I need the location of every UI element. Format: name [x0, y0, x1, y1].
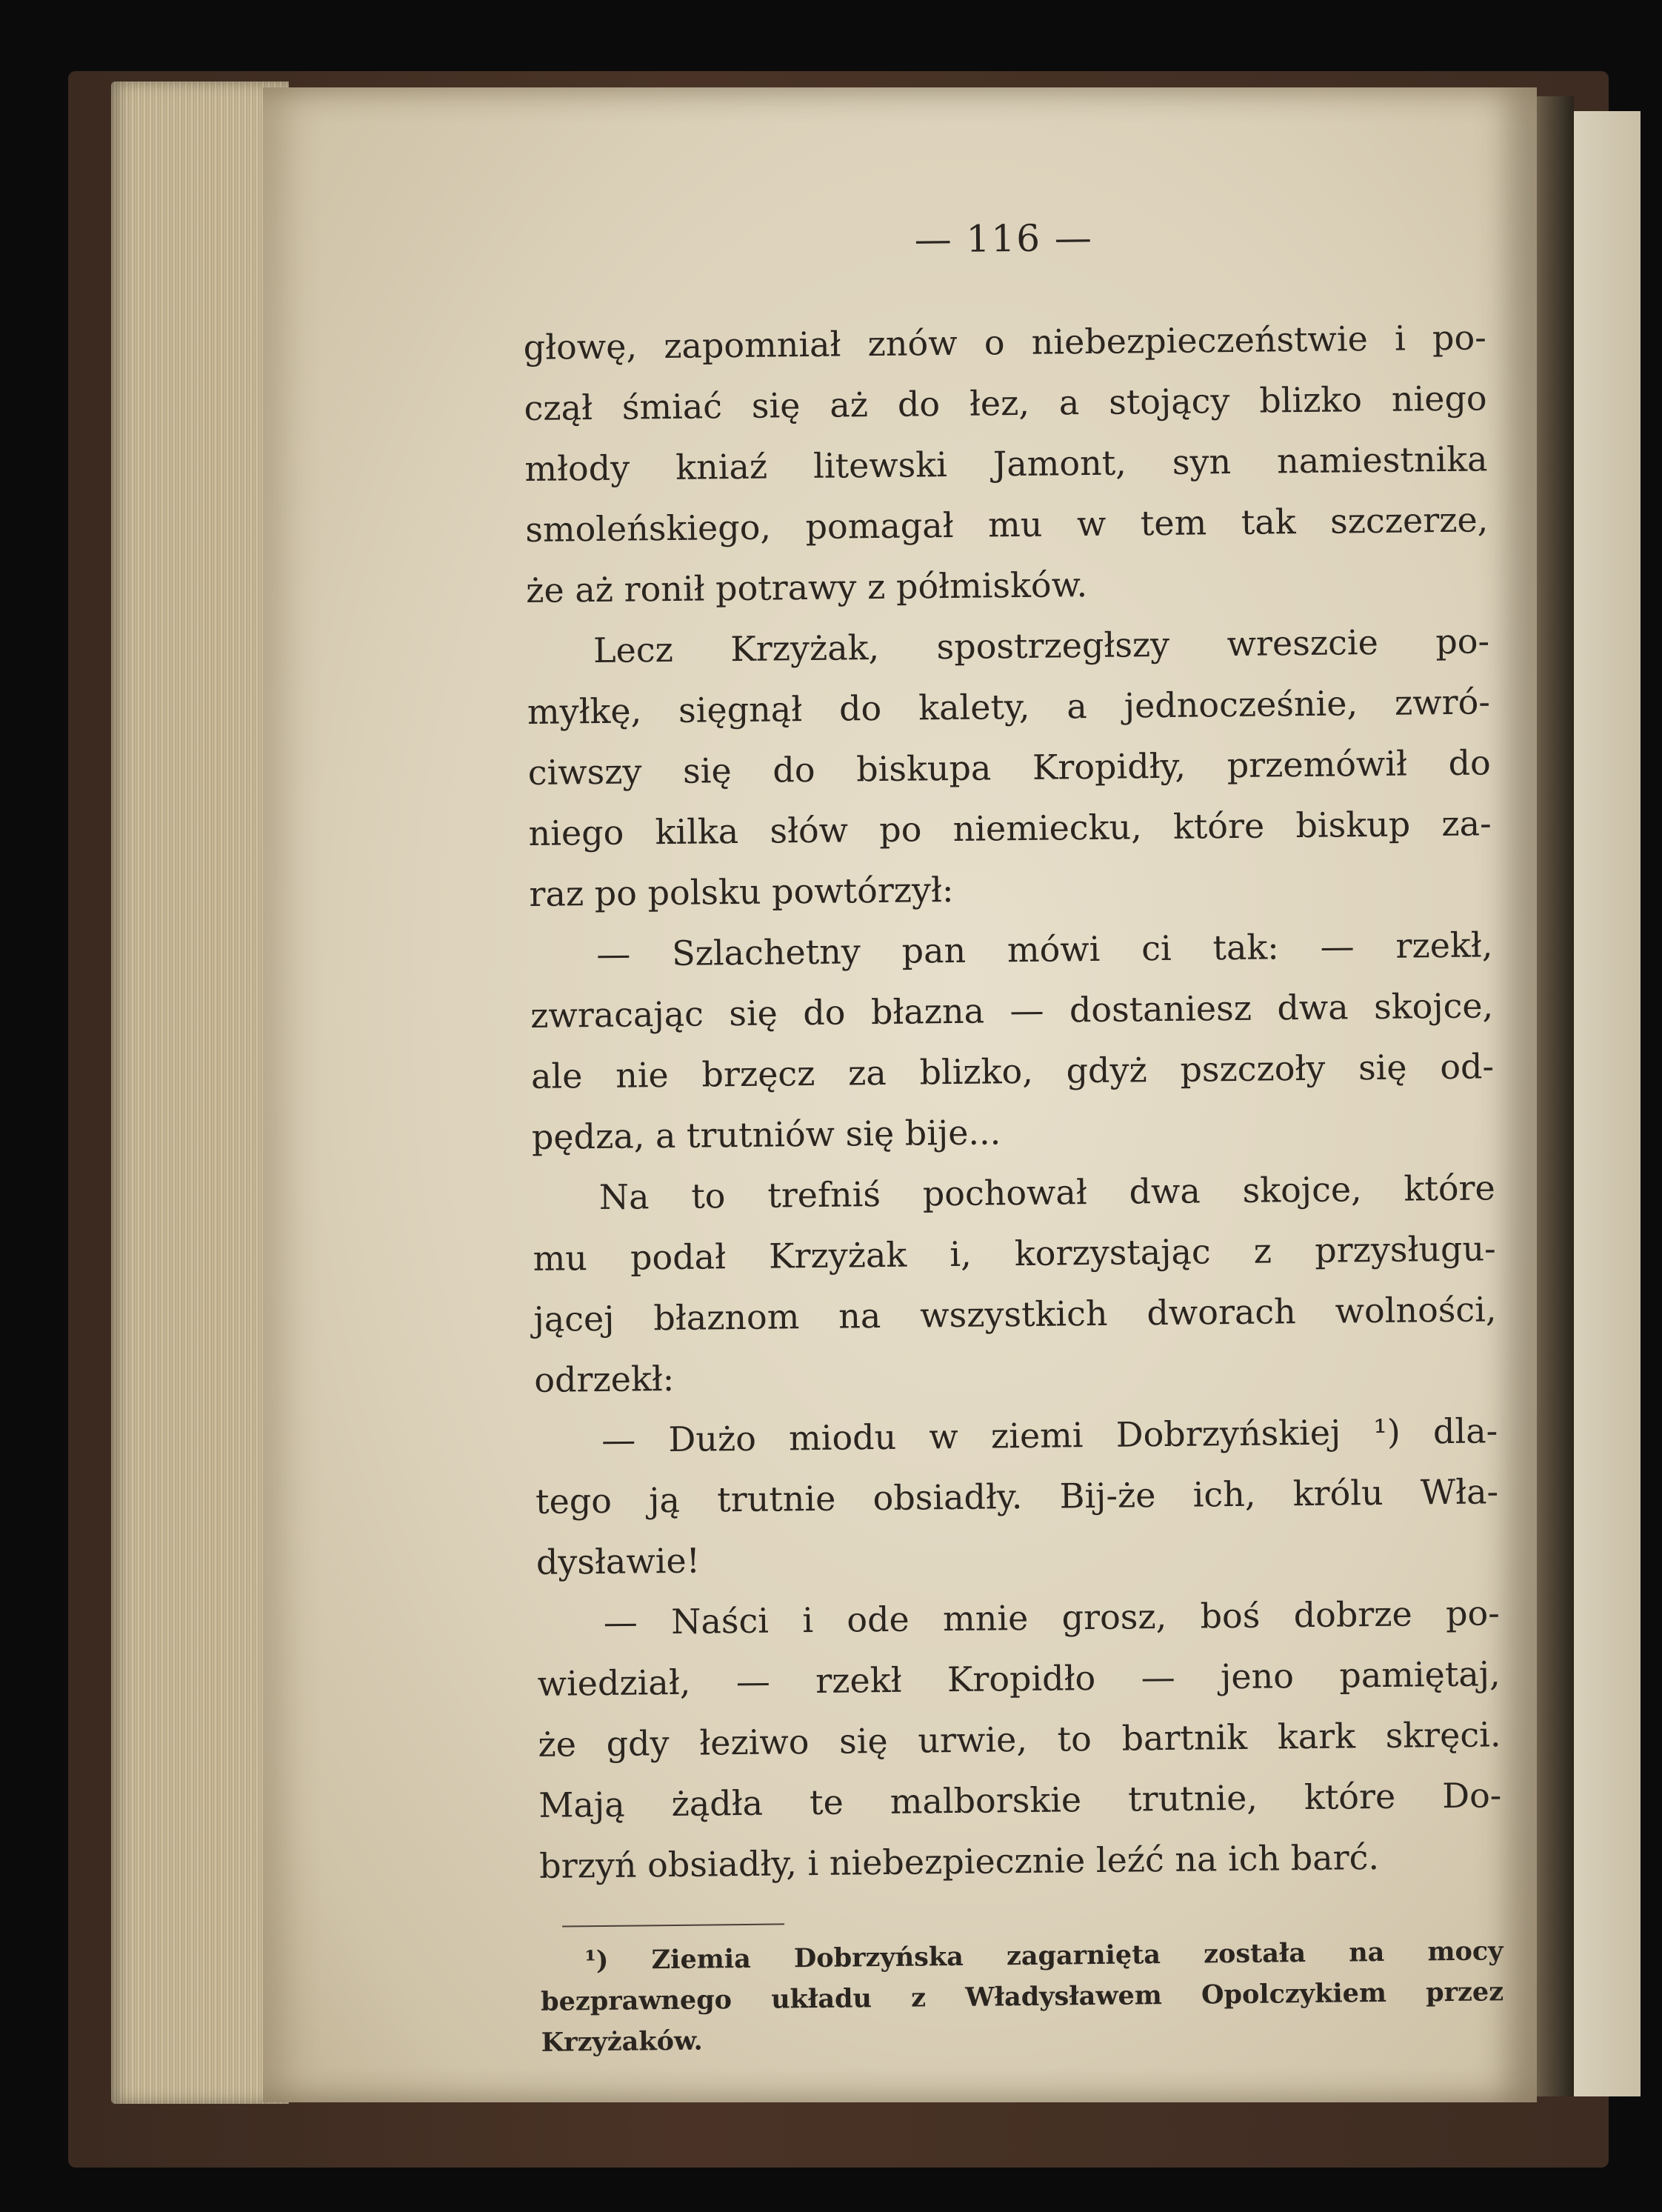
text-line: Lecz Krzyżak, spostrzegłszy wreszcie po-: [593, 621, 1490, 671]
footnote: [540, 1930, 1504, 2063]
footnote-rule: [562, 1923, 784, 1927]
footnote-line: Krzyżaków.: [541, 2025, 703, 2058]
text-line: — Szlachetny pan mówi ci tak: — rzekł,: [596, 925, 1493, 975]
footnote-line: bezprawnego układu z Władysławem Opolczykiem przez: [540, 1976, 1504, 2017]
text-line: ale nie brzęcz za blizko, gdyż pszczoły się od-: [530, 1046, 1495, 1096]
text-line: brzyń obsiadły, i niebezpiecznie leźć na ich barć.: [538, 1837, 1380, 1886]
text-line: głowę, zapomniał znów o niebezpieczeństwie i po-: [523, 317, 1486, 367]
text-line: myłkę, sięgnął do kalety, a jednocześnie, zwró-: [527, 682, 1491, 732]
text-line: młody kniaź litewski Jamont, syn namiestnika: [524, 439, 1488, 489]
page-number: — 116 —: [914, 216, 1094, 261]
text-line: — Dużo miodu w ziemi Dobrzyńskiej ¹) dla-: [601, 1410, 1498, 1460]
facing-page-edge: [1574, 111, 1641, 2096]
text-line: zwracając się do błazna — dostaniesz dwa skojce,: [530, 985, 1494, 1036]
text-line: — Naści i ode mnie grosz, boś dobrze po-: [603, 1593, 1501, 1642]
text-line: tego ją trutnie obsiadły. Bij-że ich, królu Wła-: [535, 1471, 1499, 1522]
text-line: że gdy łeziwo się urwie, to bartnik kark skręci.: [538, 1714, 1501, 1765]
text-line: jącej błaznom na wszystkich dworach wolności,: [533, 1289, 1497, 1339]
text-line: ciwszy się do biskupa Kropidły, przemówił do: [527, 742, 1491, 793]
text-line: dysławie!: [535, 1540, 701, 1582]
page-edges: [111, 81, 289, 2104]
text-line: czął śmiać się aż do łez, a stojący blizko niego: [524, 378, 1487, 428]
text-line: wiedział, — rzekł Kropidło — jeno pamiętaj,: [537, 1653, 1501, 1704]
text-line: mu podał Krzyżak i, korzystając z przysługu-: [533, 1228, 1496, 1279]
text-line: pędza, a trutniów się bije...: [531, 1112, 1001, 1157]
footnote-line: ¹) Ziemia Dobrzyńska zagarnięta została na mocy: [584, 1936, 1504, 1976]
book-gutter: [1537, 96, 1574, 2096]
text-line: że aż ronił potrawy z półmisków.: [525, 564, 1088, 610]
text-line: smoleńskiego, pomagał mu w tem tak szczerze,: [525, 499, 1489, 550]
text-line: Mają żądła te malborskie trutnie, które Do-: [538, 1775, 1502, 1825]
text-line: odrzekł:: [534, 1358, 675, 1400]
body-text: [523, 307, 1502, 1896]
page-text: [522, 212, 1504, 2062]
text-line: raz po polsku powtórzył:: [529, 869, 954, 914]
text-line: Na to trefniś pochował dwa skojce, które: [598, 1167, 1496, 1217]
text-line: niego kilka słów po niemiecku, które biskup za-: [528, 803, 1492, 853]
